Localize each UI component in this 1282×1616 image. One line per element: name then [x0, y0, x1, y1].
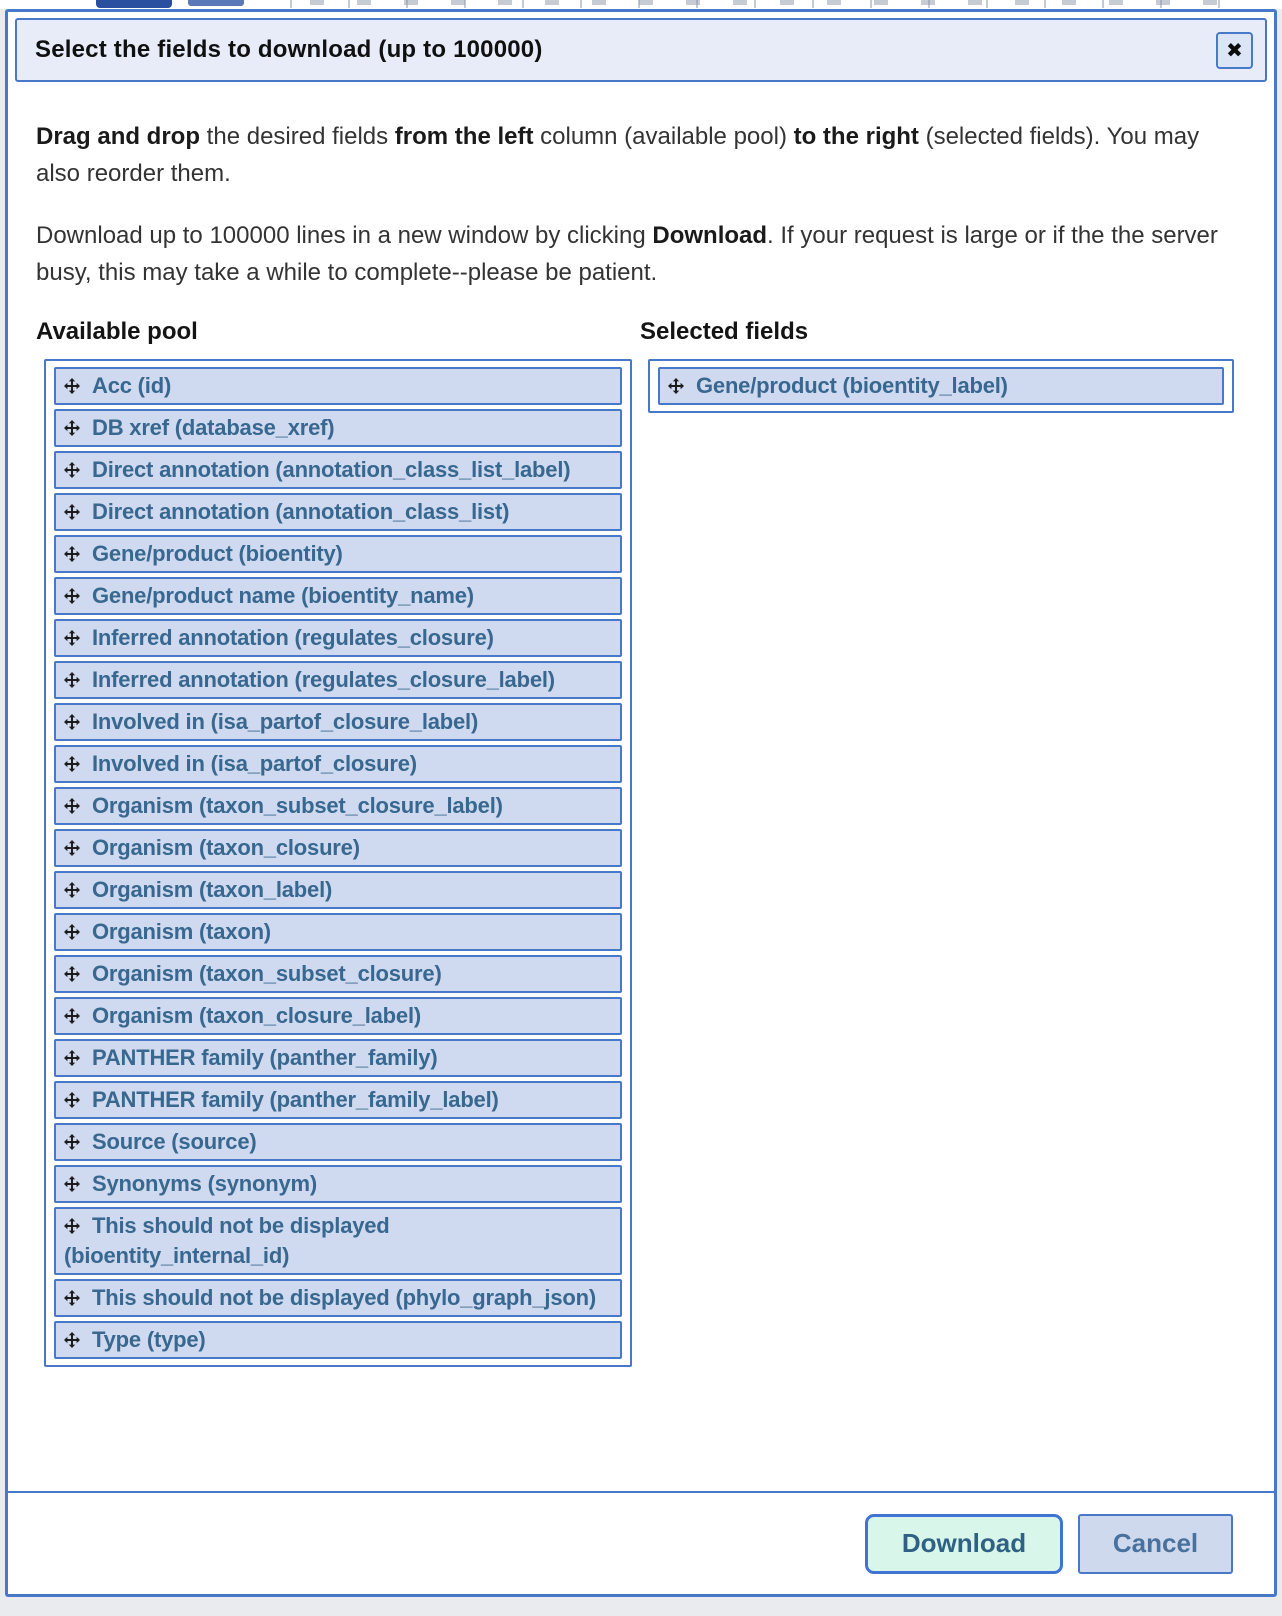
- draggable-field-item[interactable]: [54, 745, 622, 783]
- field-columns: [36, 318, 1246, 1367]
- draggable-field-item[interactable]: [54, 493, 622, 531]
- draggable-field-item[interactable]: [54, 451, 622, 489]
- move-icon: [64, 1283, 81, 1313]
- dialog-buttonbar: [8, 1491, 1274, 1594]
- move-icon: [64, 1085, 81, 1115]
- field-item-label: Organism (taxon_closure_label): [92, 1003, 421, 1028]
- draggable-field-item[interactable]: [658, 367, 1224, 405]
- field-item-label: Direct annotation (annotation_class_list): [92, 499, 510, 524]
- dialog-content: [8, 88, 1274, 1489]
- move-icon: [64, 959, 81, 989]
- draggable-field-item[interactable]: [54, 409, 622, 447]
- field-item-label: Involved in (isa_partof_closure_label): [92, 709, 479, 734]
- move-icon: [64, 749, 81, 779]
- draggable-field-item[interactable]: [54, 619, 622, 657]
- selected-fields-column: [640, 318, 1246, 1367]
- close-button[interactable]: [1216, 32, 1253, 69]
- draggable-field-item[interactable]: [54, 577, 622, 615]
- field-item-label: Organism (taxon_subset_closure): [92, 961, 442, 986]
- move-icon: [64, 623, 81, 653]
- draggable-field-item[interactable]: [54, 997, 622, 1035]
- move-icon: [64, 497, 81, 527]
- move-icon: [64, 1001, 81, 1031]
- background-text-fragment: [310, 0, 1230, 5]
- move-icon: [64, 455, 81, 485]
- field-item-label: Inferred annotation (regulates_closure_label): [92, 667, 555, 692]
- move-icon: [64, 791, 81, 821]
- move-icon: [64, 1127, 81, 1157]
- draggable-field-item[interactable]: [54, 703, 622, 741]
- available-pool-heading: Available pool: [36, 318, 198, 345]
- draggable-field-item[interactable]: [54, 1321, 622, 1359]
- background-logo-fragment: [96, 0, 172, 8]
- field-item-label: Type (type): [92, 1327, 206, 1352]
- field-item-label: Organism (taxon_label): [92, 877, 333, 902]
- field-item-label: Organism (taxon_closure): [92, 835, 360, 860]
- field-item-label: Synonyms (synonym): [92, 1171, 318, 1196]
- field-item-label: Involved in (isa_partof_closure): [92, 751, 417, 776]
- draggable-field-item[interactable]: [54, 367, 622, 405]
- move-icon: [64, 1043, 81, 1073]
- field-item-label: Acc (id): [92, 373, 172, 398]
- intro-paragraph-download-info: Download up to 100000 lines in a new window by clicking Download. If your request is large or if the the server busy, this may take a while to complete--please be patient.: [36, 222, 1218, 286]
- close-icon: ✖: [1226, 39, 1243, 62]
- draggable-field-item[interactable]: [54, 1165, 622, 1203]
- download-button[interactable]: Download: [865, 1514, 1063, 1574]
- selected-fields-list[interactable]: [648, 359, 1234, 413]
- dialog-title: Select the fields to download (up to 100000): [35, 36, 543, 63]
- draggable-field-item[interactable]: [54, 1207, 622, 1275]
- move-icon: [64, 917, 81, 947]
- field-item-label: Source (source): [92, 1129, 257, 1154]
- field-item-label: Direct annotation (annotation_class_list_label): [92, 457, 571, 482]
- draggable-field-item[interactable]: [54, 1279, 622, 1317]
- move-icon: [64, 1169, 81, 1199]
- field-item-label: Organism (taxon): [92, 919, 271, 944]
- field-item-label: Gene/product (bioentity): [92, 541, 343, 566]
- draggable-field-item[interactable]: [54, 913, 622, 951]
- move-icon: [64, 581, 81, 611]
- dialog-titlebar: [15, 18, 1267, 82]
- background-page-strip: [0, 0, 1282, 9]
- move-icon: [64, 539, 81, 569]
- draggable-field-item[interactable]: [54, 829, 622, 867]
- field-item-label: Gene/product name (bioentity_name): [92, 583, 474, 608]
- move-icon: [64, 1325, 81, 1355]
- field-item-label: PANTHER family (panther_family_label): [92, 1087, 499, 1112]
- field-item-label: PANTHER family (panther_family): [92, 1045, 438, 1070]
- move-icon: [64, 1211, 81, 1241]
- move-icon: [64, 875, 81, 905]
- field-item-label: Organism (taxon_subset_closure_label): [92, 793, 503, 818]
- draggable-field-item[interactable]: [54, 1123, 622, 1161]
- intro-paragraph-drag-drop: Drag and drop the desired fields from the left column (available pool) to the right (selected fields). You may also reorder them.: [36, 123, 1200, 187]
- move-icon: [64, 833, 81, 863]
- selected-fields-heading: Selected fields: [640, 318, 809, 345]
- field-item-label: This should not be displayed (phylo_graph_json): [92, 1285, 596, 1310]
- move-icon: [64, 665, 81, 695]
- field-item-label: This should not be displayed (bioentity_internal_id): [64, 1213, 390, 1268]
- cancel-button[interactable]: Cancel: [1078, 1514, 1233, 1574]
- draggable-field-item[interactable]: [54, 661, 622, 699]
- field-item-label: Gene/product (bioentity_label): [696, 373, 1008, 398]
- draggable-field-item[interactable]: [54, 1039, 622, 1077]
- field-item-label: Inferred annotation (regulates_closure): [92, 625, 494, 650]
- draggable-field-item[interactable]: [54, 535, 622, 573]
- move-icon: [668, 371, 685, 401]
- draggable-field-item[interactable]: [54, 787, 622, 825]
- move-icon: [64, 413, 81, 443]
- available-pool-column: [36, 318, 640, 1367]
- move-icon: [64, 707, 81, 737]
- available-pool-list[interactable]: [44, 359, 632, 1367]
- draggable-field-item[interactable]: [54, 1081, 622, 1119]
- download-fields-dialog: [5, 9, 1277, 1597]
- draggable-field-item[interactable]: [54, 871, 622, 909]
- field-item-label: DB xref (database_xref): [92, 415, 335, 440]
- draggable-field-item[interactable]: [54, 955, 622, 993]
- move-icon: [64, 371, 81, 401]
- background-logo-fragment: [188, 0, 244, 6]
